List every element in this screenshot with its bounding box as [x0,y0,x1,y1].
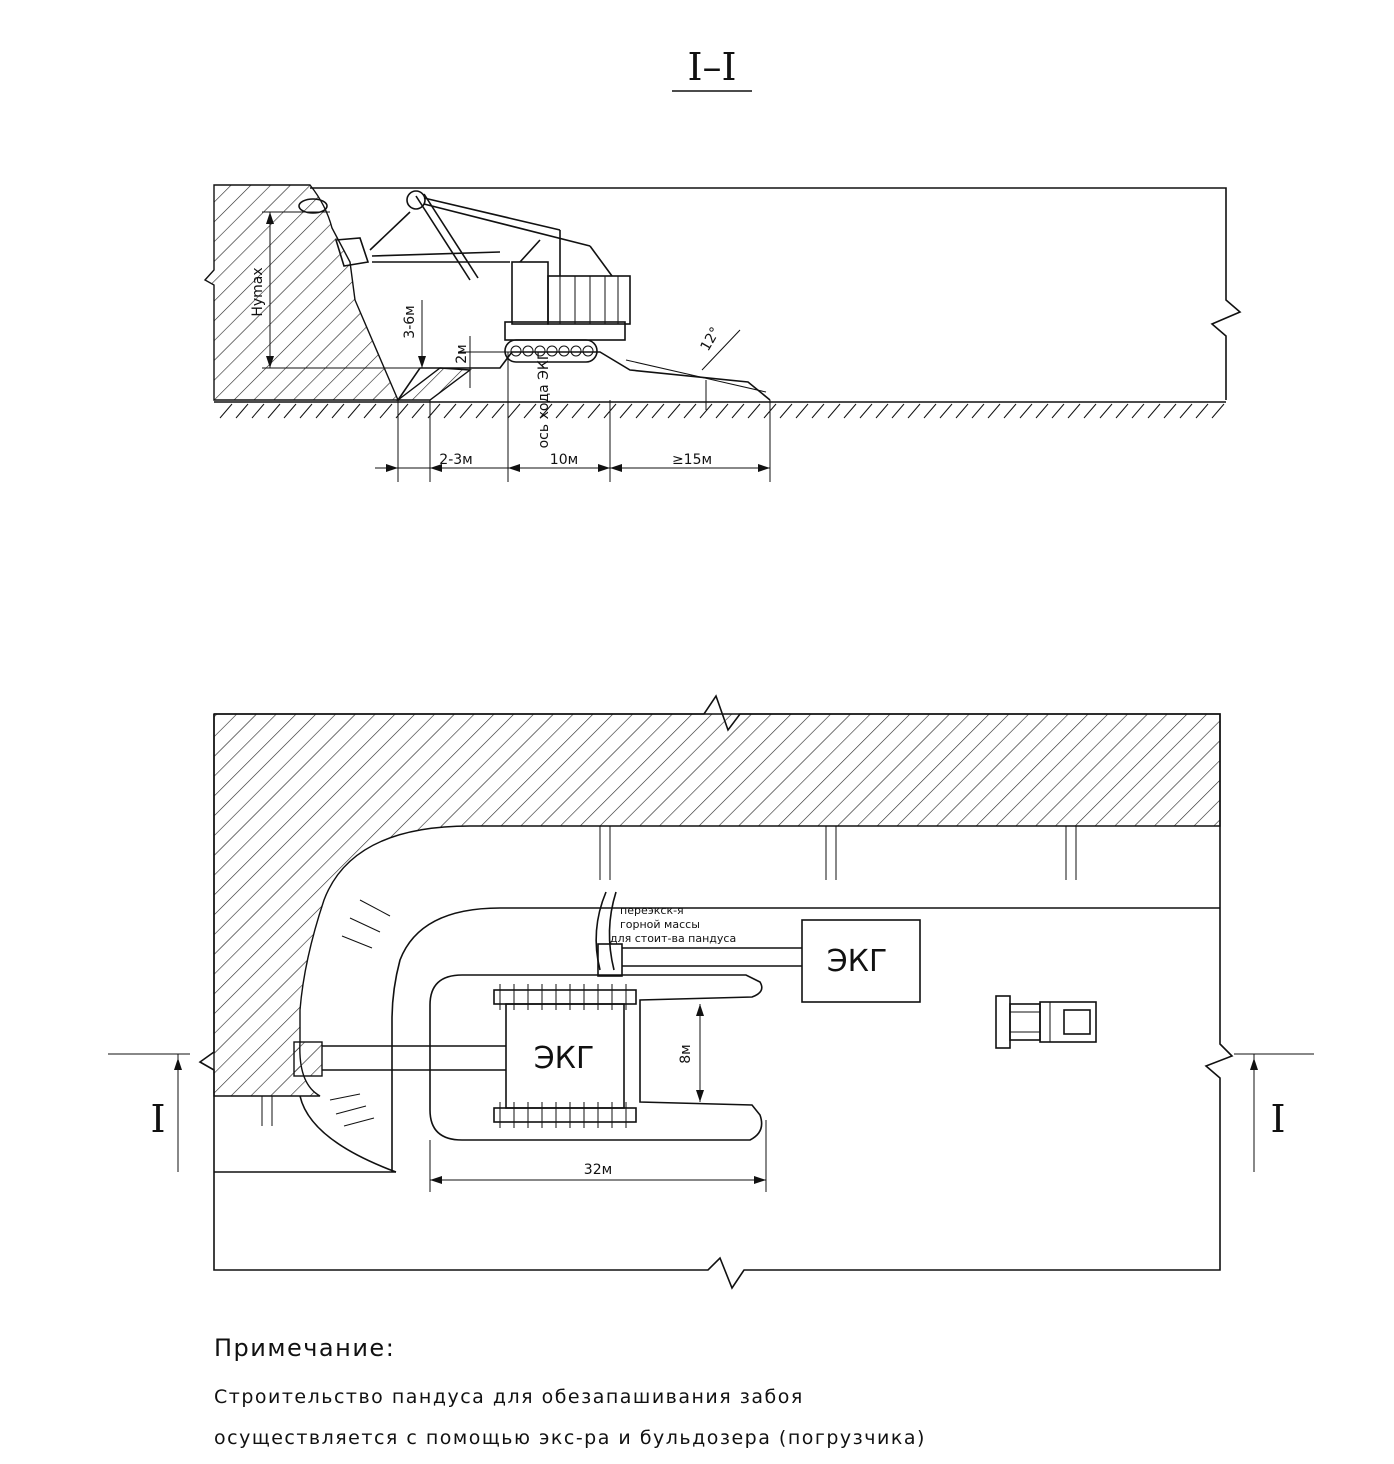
section-view [205,45,1240,482]
marker-posts [262,826,1076,1126]
boom-sheave [407,191,425,209]
swing-arcs [330,900,390,1126]
label-dim-b: 10м [549,452,579,468]
note-line-2: осуществляется с помощью экс-ра и бульдозера (погрузчика) [214,1427,926,1449]
ramp-slope [626,360,766,392]
rehandle-note-1: переэкск-я [620,904,684,917]
cut-marker-right [1234,1054,1314,1172]
label-cut-left: I [150,1097,166,1141]
note-heading: Примечание: [214,1334,396,1362]
section-title: I–I [687,45,737,89]
label-exc-top: ЭКГ [826,944,888,979]
plan-view [108,696,1314,1288]
rehandle-note-3: для стоит-ва пандуса [610,932,737,945]
rehandle-arrow [596,892,606,970]
bench-curve [300,1096,396,1172]
label-height: Hymax [250,267,266,317]
note-line-1: Строительство пандуса для обезапашивания забоя [214,1386,804,1408]
label-dim-a: 2-3м [439,452,473,468]
ramp-outline [430,975,762,1140]
main-bucket [294,1042,322,1076]
label-cut-right: I [1270,1097,1286,1141]
bulldozer-icon [996,996,1096,1048]
label-ramp-h: 2м [454,344,470,364]
label-axis: ось хода ЭКГ [536,351,552,449]
label-dim-length: 32м [583,1162,613,1178]
label-ledge: 3-6м [402,305,418,339]
label-exc-main: ЭКГ [533,1041,595,1076]
rehandle-note-2: горной массы [620,918,700,931]
cut-marker-left [108,1054,190,1172]
horizontal-dimensions [375,400,770,482]
label-angle: 12° [697,324,724,354]
excavator-cab [512,262,548,324]
ground-hatch [220,404,1224,418]
label-dim-width: 8м [678,1044,694,1064]
label-dim-c: ≥15м [671,452,713,468]
plan-massif [214,714,1220,1096]
excavator-side [336,191,630,362]
